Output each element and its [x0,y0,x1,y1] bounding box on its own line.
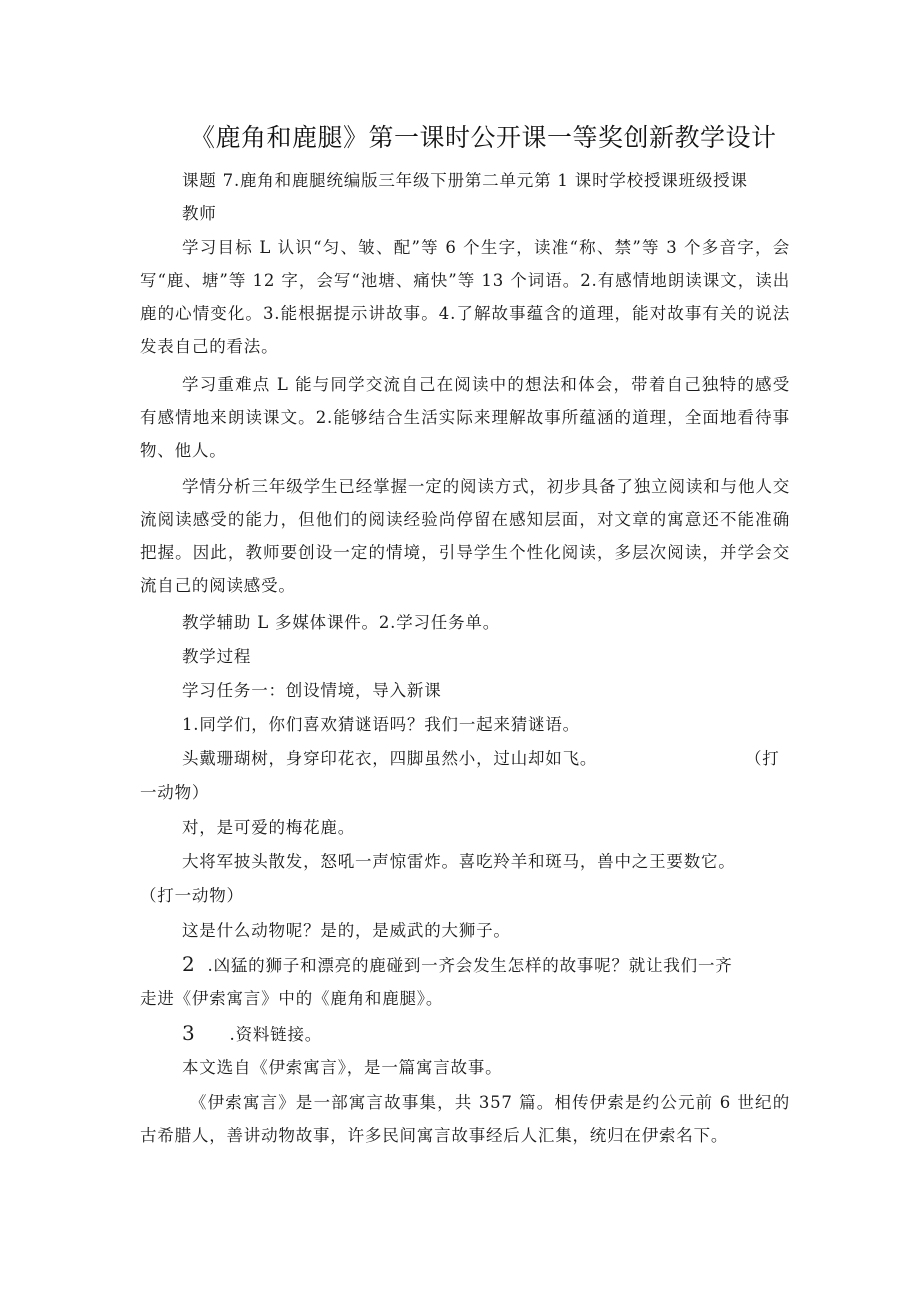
step-two-number: 2 [182,952,196,976]
step-one-line: 1.同学们，你们喜欢猜谜语吗？我们一起来猜谜语。 [182,715,580,734]
step-three-number: 3 [182,1021,196,1045]
step-three-text: .资料链接。 [229,1025,323,1044]
course-info-line-2: 教师 [182,204,217,223]
learning-analysis-paragraph: 学情分析三年级学生已经掌握一定的阅读方式，初步具备了独立阅读和与他人交流阅读感受的能力，但他们的阅读经验尚停留在感知层面，对文章的寓意还不能准确把握。因此，教师要创设一定的情境，引导学生个性化阅读，多层次阅读，并学会交流自己的阅读感受。 [140,477,790,595]
riddle-two-answer: 这是什么动物呢？是的，是威武的大狮子。 [182,921,511,940]
source-note: 本文选自《伊索寓言》，是一篇寓言故事。 [182,1058,503,1077]
step-two-continuation: 走进《伊索寓言》中的《鹿角和鹿腿》。 [140,989,444,1008]
key-points-paragraph: 学习重难点 L 能与同学交流自己在阅读中的想法和体会，带着自己独特的感受有感情地来朗读课文。2.能够结合生活实际来理解故事所蕴涵的道理，全面地看待事物、他人。 [140,375,790,460]
riddle-two-hint: （打一动物） [140,886,244,905]
document-title: 《鹿角和鹿腿》第一课时公开课一等奖创新教学设计 [190,123,777,152]
teaching-process-heading: 教学过程 [182,647,252,666]
step-two-line [182,948,733,982]
task-one-heading: 学习任务一：创设情境，导入新课 [182,681,442,700]
aesop-info-paragraph: 《伊索寓言》是一部寓言故事集，共 357 篇。相传伊索是约公元前 6 世纪的古希腊人，善讲动物故事，许多民间寓言故事经后人汇集，统归在伊索名下。 [140,1093,790,1145]
learning-objectives-paragraph: 学习目标 L 认识“匀、皱、配”等 6 个生字，读准“称、禁”等 3 个多音字，会写“鹿、塘”等 12 字，会写“池塘、痛快”等 13 个词语。2.有感情地朗读课文，读出鹿的心情变化。3.能根据提示讲故事。4.了解故事蕴含的道理，能对故事有关的说法发表自己的看法。 [140,238,790,356]
riddle-one-answer: 对，是可爱的梅花鹿。 [182,818,355,837]
riddle-two-text: 大将军披头散发，怒吼一声惊雷炸。喜吃羚羊和斑马，兽中之王要数它。 [182,852,736,871]
step-two-text: .凶猛的狮子和漂亮的鹿碰到一齐会发生怎样的故事呢？就让我们一齐 [207,956,733,975]
riddle-one-hint-end: 一动物） [140,783,210,802]
step-three-line [182,1017,322,1051]
riddle-one-text: 头戴珊瑚树，身穿印花衣，四脚虽然小，过山却如飞。 [182,749,598,768]
course-info-line-1: 课题 7.鹿角和鹿腿统编版三年级下册第二单元第 1 课时学校授课班级授课 [182,171,748,190]
teaching-aids-line: 教学辅助 L 多媒体课件。2.学习任务单。 [182,613,500,632]
riddle-one-hint-start: （打 [745,749,780,768]
